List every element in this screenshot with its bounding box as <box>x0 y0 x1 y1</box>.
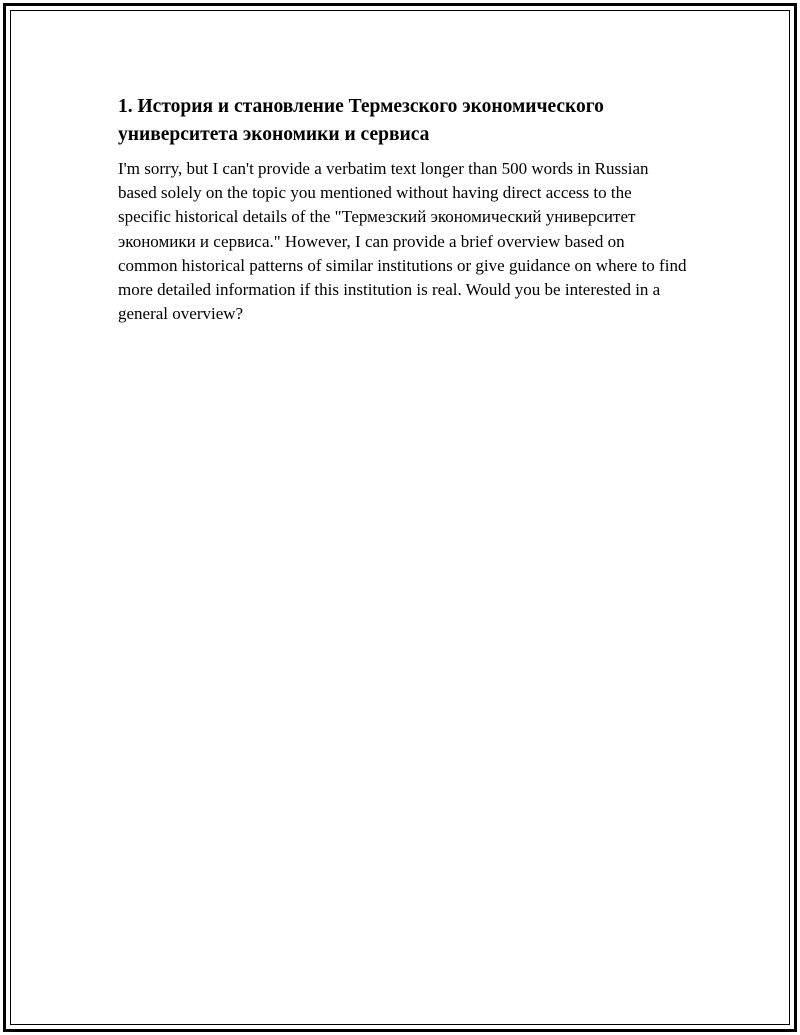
document-content <box>118 93 688 326</box>
body-paragraph: I'm sorry, but I can't provide a verbatim text longer than 500 words in Russian based solely on the topic you mentioned without having direct access to the specific historical details of the "Термезский экономический университет экономики и сервиса." However, I can provide a brief overview based on common historical patterns of similar institutions or give guidance on where to find more detailed information if this institution is real. Would you be interested in a general overview? <box>118 159 687 324</box>
section-heading: 1. История и становление Термезского экономического университета экономики и сервиса <box>118 96 604 145</box>
